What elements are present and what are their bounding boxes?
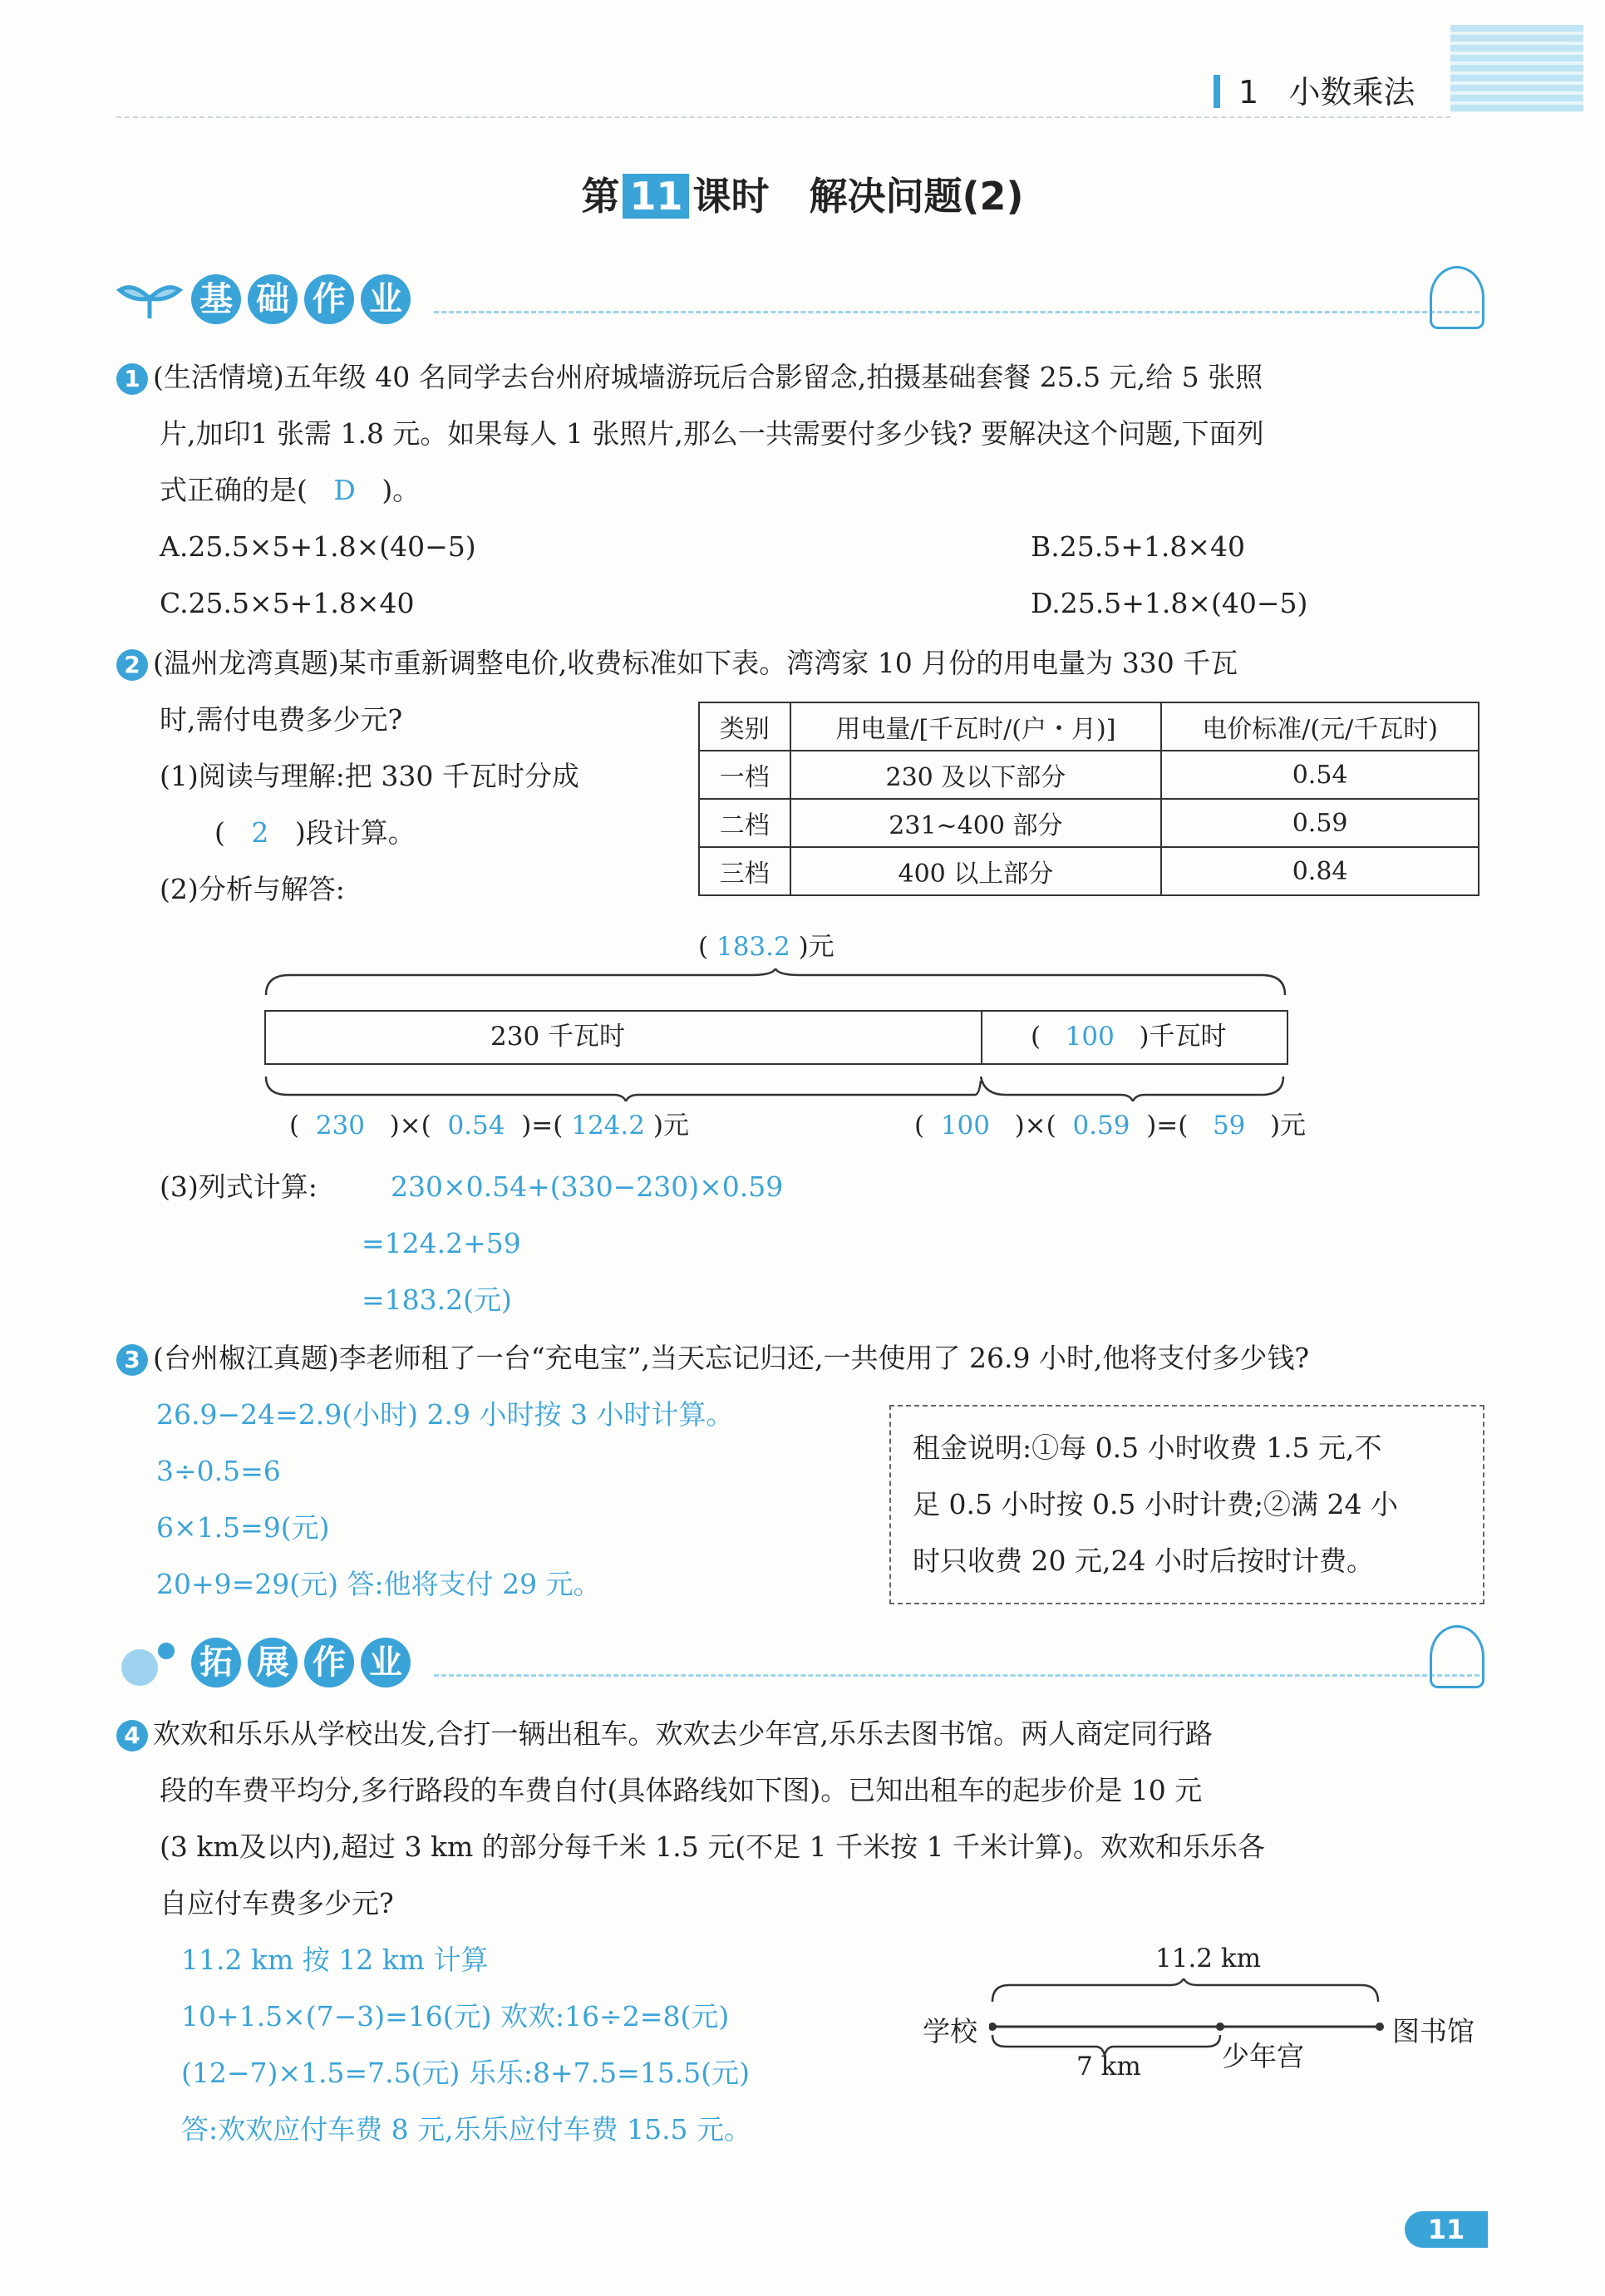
diagram-total-answer: 183.2: [716, 932, 790, 962]
q2-sub3: (3)列式计算:: [160, 1170, 318, 1203]
header-marker: [1214, 75, 1220, 108]
section-extend-title: 拓 展 作 业: [191, 1638, 417, 1688]
q1-option-a: A.25.5×5+1.8×(40−5): [160, 530, 476, 563]
map-total-distance: 11.2 km: [1155, 1944, 1262, 1973]
q4-answer2: 10+1.5×(7−3)=16(元) 欢欢:16÷2=8(元): [181, 2000, 730, 2032]
q3-answer1: 26.9−24=2.9(小时) 2.9 小时按 3 小时计算。: [156, 1398, 734, 1431]
q4-line3: (3 km及以内),超过 3 km 的部分每千米 1.5 元(不足 1 千米按 1 千米计算)。欢欢和乐乐各: [160, 1830, 1265, 1863]
rental-notice-box: [889, 1405, 1484, 1604]
bubbles-icon: [116, 1638, 183, 1688]
table-row: 二档 231~400 部分 0.59: [699, 799, 1479, 847]
table-header: 电价标准/(元/千瓦时): [1161, 702, 1479, 751]
title-prefix: 第: [581, 174, 620, 219]
chapter-title: 小数乘法: [1288, 74, 1415, 111]
title-suffix: 课时: [692, 174, 770, 219]
map-library: 图书馆: [1392, 2015, 1475, 2047]
lesson-name: 解决问题(2): [809, 174, 1024, 219]
header-decoration: [1450, 25, 1583, 112]
header-divider: [116, 116, 1450, 118]
map-segment-distance: 7 km: [1076, 2052, 1141, 2082]
q1-answer: D: [333, 474, 356, 506]
q2-line2: 时,需付电费多少元?: [160, 703, 403, 736]
section-basic-title: 基 础 作 业: [191, 274, 417, 324]
q3-answer2: 3÷0.5=6: [156, 1455, 281, 1487]
segment-100-answer: 100: [1065, 1022, 1115, 1052]
q2-line1: 2 (温州龙湾真题)某市重新调整电价,收费标准如下表。湾湾家 10 月份的用电量为 330 千瓦: [116, 635, 1238, 692]
mascot-icon: [1430, 266, 1484, 329]
q3-number: 3: [116, 1344, 148, 1376]
q2-sub2: (2)分析与解答:: [160, 873, 345, 905]
q2-calc1: 230×0.54+(330−230)×0.59: [391, 1170, 784, 1203]
q4-number: 4: [116, 1720, 148, 1752]
q4-line4: 自应付车费多少元?: [160, 1887, 394, 1919]
mascot-icon: [1430, 1625, 1484, 1688]
section-chip: 基: [191, 274, 241, 324]
table-row: 一档 230 及以下部分 0.54: [699, 751, 1479, 799]
right-calc: ( 100 )×( 0.59 )=( 59 )元: [914, 1111, 1307, 1141]
q4-answer3: (12−7)×1.5=7.5(元) 乐乐:8+7.5=15.5(元): [181, 2057, 751, 2089]
notice-line: 时只收费 20 元,24 小时后按时计费。: [913, 1545, 1374, 1577]
section-basic-banner: [116, 270, 1479, 328]
chapter-number: 1: [1238, 74, 1259, 111]
notice-line: 足 0.5 小时按 0.5 小时计费;②满 24 小: [913, 1488, 1399, 1520]
q2-sub1-answer-line: ( 2 )段计算。: [214, 816, 416, 849]
q2-sub1: (1)阅读与理解:把 330 千瓦时分成: [160, 760, 579, 792]
q2-calc3: =183.2(元): [362, 1283, 512, 1316]
diagram-total: ( 183.2 )元: [698, 932, 835, 962]
map-youth-palace: 少年宫: [1222, 2040, 1304, 2072]
q3-answer3: 6×1.5=9(元): [156, 1511, 330, 1544]
q1-line1: 1 (生活情境)五年级 40 名同学去台州府城墙游玩后合影留念,拍摄基础套餐 25.5 元,给 5 张照: [116, 349, 1263, 406]
q1-option-d: D.25.5+1.8×(40−5): [1031, 587, 1308, 619]
q1-option-b: B.25.5+1.8×40: [1031, 530, 1245, 563]
section-divider: [434, 311, 1479, 313]
q4-line2: 段的车费平均分,多行路段的车费自付(具体路线如下图)。已知出租车的起步价是 10 元: [160, 1774, 1203, 1806]
left-calc: ( 230 )×( 0.54 )=( 124.2 )元: [289, 1111, 689, 1141]
lesson-number: 11: [623, 174, 689, 219]
price-table: [698, 702, 1479, 896]
section-extend-banner: [116, 1633, 1479, 1692]
q2-sub1-answer: 2: [251, 816, 269, 849]
q3-line1: 3 (台州椒江真题)李老师租了一台“充电宝”,当天忘记归还,一共使用了 26.9 小时,他将支付多少钱?: [116, 1330, 1309, 1387]
sprout-icon: [116, 278, 183, 320]
q4-answer4: 答:欢欢应付车费 8 元,乐乐应付车费 15.5 元。: [181, 2113, 752, 2146]
q4-line1: 4 欢欢和乐乐从学校出发,合打一辆出租车。欢欢去少年宫,乐乐去图书馆。两人商定同行路: [116, 1706, 1213, 1762]
table-row: 三档 400 以上部分 0.84: [699, 847, 1479, 895]
route-map: [989, 1978, 1388, 2078]
q1-number: 1: [116, 363, 148, 395]
segment-100-label: ( 100 )千瓦时: [1031, 1022, 1227, 1052]
table-header: 类别: [699, 702, 790, 751]
chapter-header: [1238, 67, 1415, 112]
q4-answer1: 11.2 km 按 12 km 计算: [181, 1944, 489, 1976]
page-number: 11: [1405, 2211, 1488, 2248]
q2-number: 2: [116, 649, 148, 681]
table-header-row: [699, 702, 1479, 751]
map-school: 学校: [923, 2015, 977, 2047]
q2-calc2: =124.2+59: [362, 1227, 521, 1259]
table-header: 用电量/[千瓦时/(户・月)]: [790, 702, 1162, 751]
q1-line3: 式正确的是( D )。: [160, 474, 421, 506]
page-title: [0, 166, 1605, 221]
notice-line: 租金说明:①每 0.5 小时收费 1.5 元,不: [913, 1431, 1382, 1464]
q3-answer4: 20+9=29(元) 答:他将支付 29 元。: [156, 1568, 601, 1600]
q1-line2: 片,加印1 张需 1.8 元。如果每人 1 张照片,那么一共需要付多少钱? 要解决这个问题,下面列: [160, 417, 1264, 450]
q1-option-c: C.25.5×5+1.8×40: [160, 587, 415, 619]
segment-230-label: 230 千瓦时: [490, 1022, 626, 1052]
section-divider: [434, 1674, 1479, 1677]
